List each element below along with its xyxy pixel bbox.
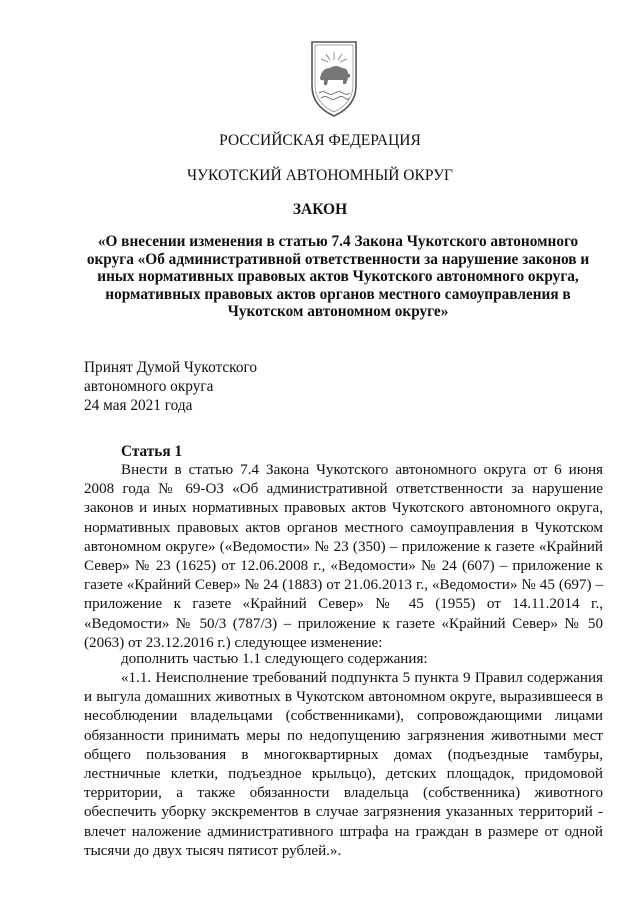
adoption-line-2: автономного округа — [84, 378, 214, 395]
paragraph-text: дополнить частью 1.1 следующего содержания: — [121, 651, 428, 667]
document-type: ЗАКОН — [292, 201, 348, 218]
region-name: ЧУКОТСКИЙ АВТОНОМНЫЙ ОКРУГ — [186, 167, 454, 184]
country-name: РОССИЙСКАЯ ФЕДЕРАЦИЯ — [219, 132, 421, 149]
law-title: «О внесении изменения в статью 7.4 Закона Чукотского автономного округа «Об административной ответственности за нарушение законов и иных нормативных правовых актов Чукотского автономного округа, нормативных правовых актов органов местного самоуправления в Чукотском автономном округе» — [86, 233, 590, 321]
adoption-date: 24 мая 2021 года — [84, 397, 193, 414]
paragraph-text: «1.1. Неисполнение требований подпункта 5 пункта 9 Правил содержания и выгула домашних животных в Чукотском автономном округе, выразившееся в несоблюдении владельцами (собственниками), сопровождающими лицами обязанности принимать меры по недопущению загрязнения животными мест общего пользования в многоквартирных домах (подъездные тамбуры, лестничные клетки, подъездное крыльцо), детских площадок, придомовой территории, а также обязанности владельца (собственника) животного обеспечить уборку экскрементов в случае загрязнения указанных территорий - влечет наложение административного штрафа на граждан в размере от одной тысячи до двух тысяч пятисот рублей.». — [84, 670, 603, 859]
adoption-line-1: Принят Думой Чукотского — [84, 359, 258, 376]
paragraph-text: Внести в статью 7.4 Закона Чукотского автономного округа от 6 июня 2008 года № 69-ОЗ «Об административной ответственности за нарушение законов и иных нормативных правовых актов Чукотского автономного округа, нормативных правовых актов органов местного самоуправления в Чукотском автономном округе» («Ведомости» № 23 (350) – приложение к газете «Крайний Север» № 23 (1625) от 12.06.2008 г., «Ведомости» № 24 (607) – приложение к газете «Крайний Север» № 24 (1883) от 21.06.2013 г., «Ведомости» № 45 (697) – приложение к газете «Крайний Север» № 45 (1955) от 14.11.2014 г., «Ведомости» № 50/3 (787/3) – приложение к газете «Крайний Север» № 50 (2063) от 23.12.2016 г.) следующее изменение: — [84, 462, 603, 651]
adoption-info — [84, 358, 257, 415]
article-heading: Статья 1 — [121, 443, 183, 460]
article-paragraph-1 — [84, 461, 603, 653]
article-paragraph-3 — [84, 669, 603, 861]
article-paragraph-2 — [84, 650, 603, 669]
coat-of-arms-icon — [306, 38, 362, 120]
